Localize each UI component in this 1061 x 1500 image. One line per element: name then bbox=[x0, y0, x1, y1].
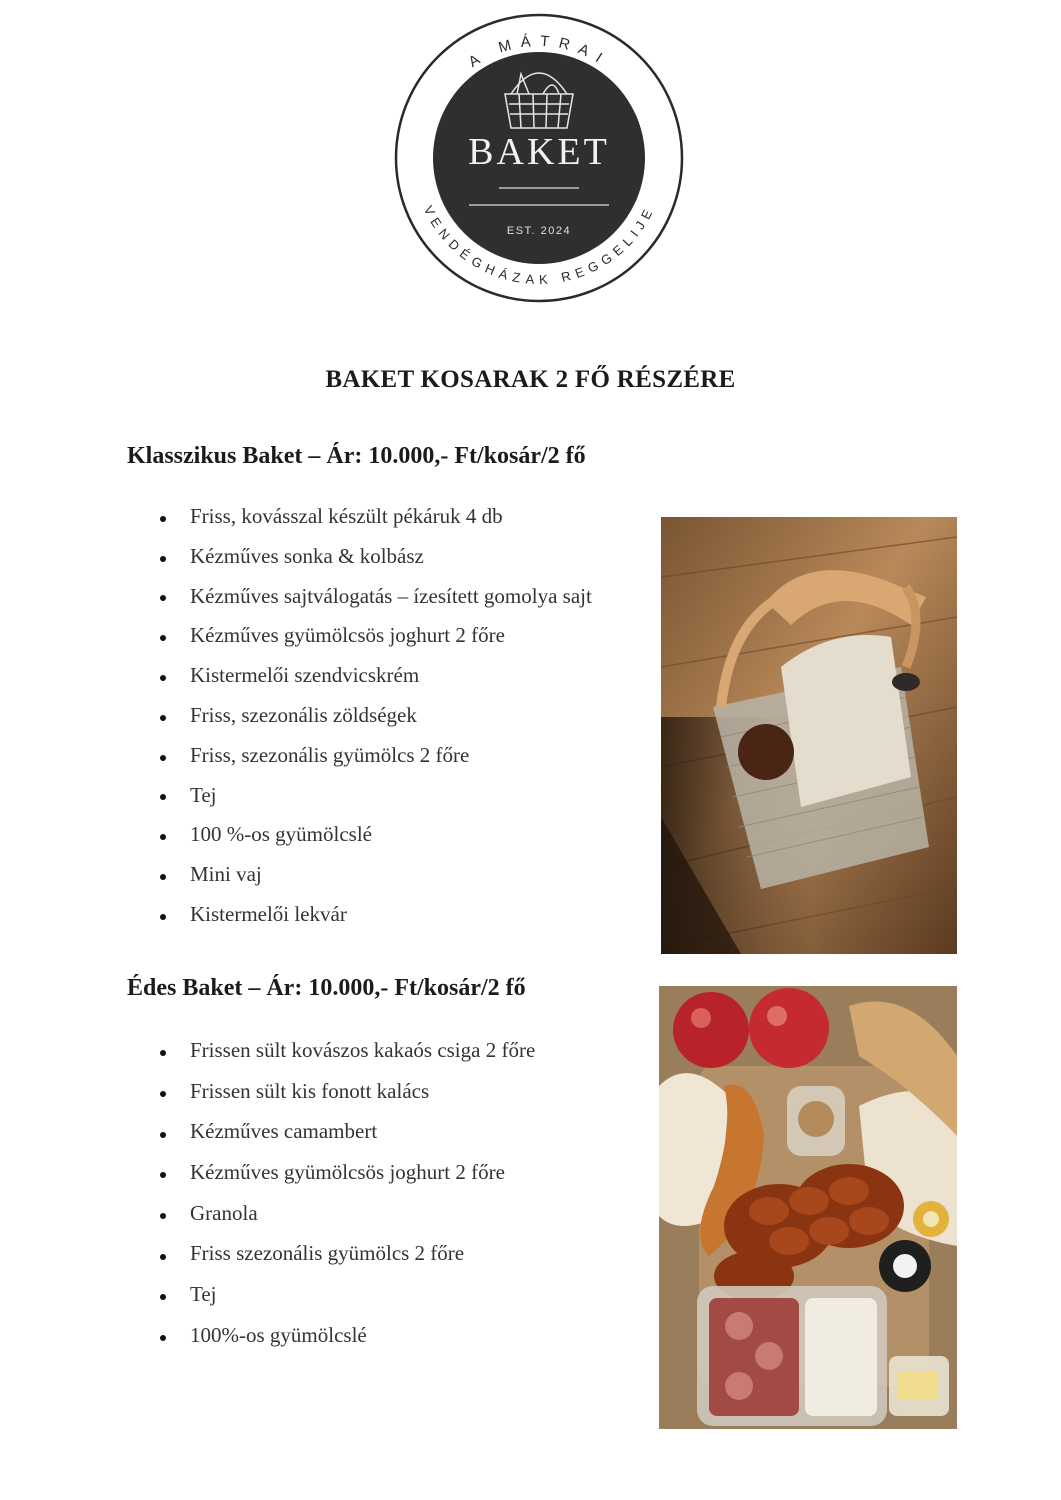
section-heading-classic: Klasszikus Baket – Ár: 10.000,- Ft/kosár/2 fő bbox=[127, 443, 586, 469]
classic-basket-photo bbox=[661, 517, 957, 954]
list-item: Friss, szezonális gyümölcs 2 főre bbox=[190, 738, 592, 778]
list-item: Tej bbox=[190, 778, 592, 818]
logo-bottom-arc-text: VENDÉGHÁZAK REGGELIJE bbox=[421, 203, 657, 287]
section-heading-sweet: Édes Baket – Ár: 10.000,- Ft/kosár/2 fő bbox=[127, 975, 526, 1001]
logo-name: BAKET bbox=[468, 131, 610, 173]
list-item: Kézműves gyümölcsös joghurt 2 főre bbox=[190, 618, 592, 658]
list-item: Kistermelői lekvár bbox=[190, 897, 592, 937]
classic-basket-items bbox=[190, 499, 592, 937]
baket-logo bbox=[393, 12, 685, 304]
list-item: Kézműves camambert bbox=[190, 1114, 535, 1155]
list-item: Kézműves sajtválogatás – ízesített gomolya sajt bbox=[190, 579, 592, 619]
list-item: Friss, szezonális zöldségek bbox=[190, 698, 592, 738]
list-item: Kistermelői szendvicskrém bbox=[190, 658, 592, 698]
list-item: Granola bbox=[190, 1196, 535, 1237]
list-item: Frissen sült kovászos kakaós csiga 2 főre bbox=[190, 1033, 535, 1074]
list-item: 100%-os gyümölcslé bbox=[190, 1318, 535, 1359]
sweet-basket-photo bbox=[659, 986, 957, 1429]
list-item: Friss, kovásszal készült pékáruk 4 db bbox=[190, 499, 592, 539]
list-item: Mini vaj bbox=[190, 857, 592, 897]
logo-emblem bbox=[393, 12, 685, 304]
logo-top-arc-text: A MÁTRAI bbox=[465, 32, 613, 72]
list-item: Frissen sült kis fonott kalács bbox=[190, 1074, 535, 1115]
list-item: Kézműves gyümölcsös joghurt 2 főre bbox=[190, 1155, 535, 1196]
list-item: Tej bbox=[190, 1277, 535, 1318]
list-item: Kézműves sonka & kolbász bbox=[190, 539, 592, 579]
sweet-basket-items bbox=[190, 1033, 535, 1359]
list-item: 100 %-os gyümölcslé bbox=[190, 817, 592, 857]
logo-est: EST. 2024 bbox=[506, 225, 572, 237]
list-item: Friss szezonális gyümölcs 2 főre bbox=[190, 1236, 535, 1277]
page-title: BAKET KOSARAK 2 FŐ RÉSZÉRE bbox=[325, 366, 736, 393]
